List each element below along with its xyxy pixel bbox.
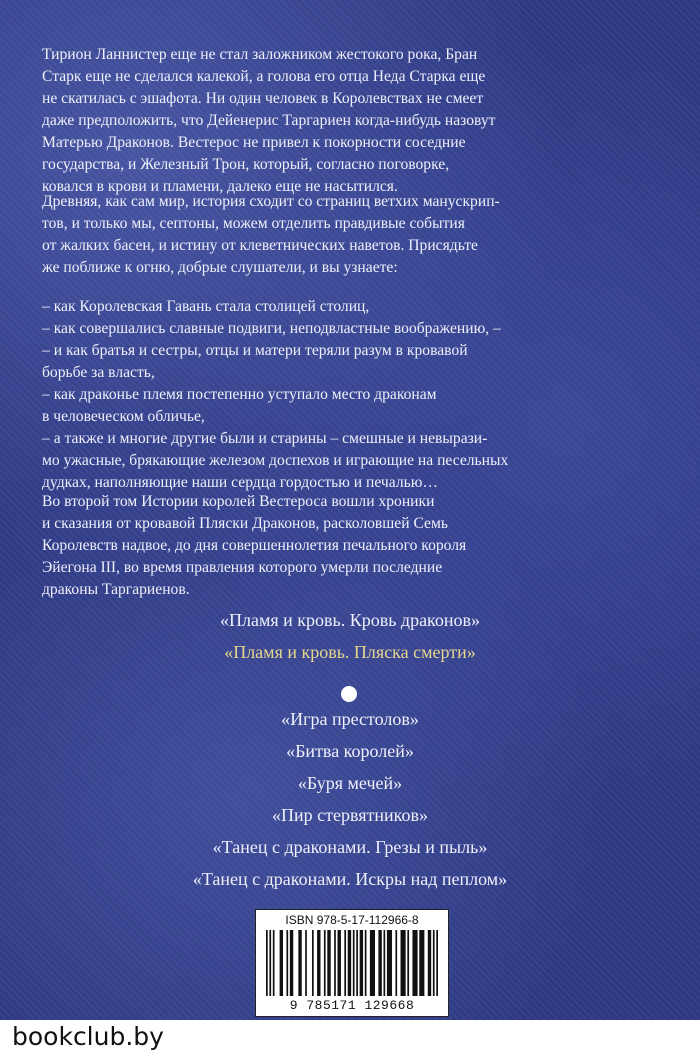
book-title: «Танец с драконами. Грезы и пыль» <box>212 837 488 857</box>
barcode-bar <box>360 930 363 996</box>
isbn-barcode <box>255 909 449 1017</box>
barcode-bar <box>269 930 271 996</box>
barcode-bar <box>433 930 435 996</box>
book-title: «Пир стервятников» <box>272 805 428 825</box>
barcode-bar <box>280 930 283 996</box>
isbn-label: ISBN 978-5-17-112966-8 <box>285 913 419 927</box>
text-line: не скатилась с эшафота. Ни один человек в Королевствах не смеет <box>42 90 484 107</box>
list-line: – как Королевская Гавань стала столицей столиц, <box>42 298 370 315</box>
barcode-digits: 9 785171 129668 <box>289 998 415 1013</box>
barcode-bar <box>273 930 275 996</box>
barcode-bar <box>298 930 301 996</box>
annotation-paragraph-2 <box>42 191 654 279</box>
text-line: Древняя, как сам мир, история сходит со страниц ветхих манускрип- <box>42 193 500 210</box>
barcode-bar <box>401 930 406 996</box>
text-line: Тирион Ланнистер еще не стал заложником жестокого рока, Бран <box>42 46 478 63</box>
barcode-bar <box>407 930 409 996</box>
annotation-list <box>42 296 654 494</box>
text-line: ковался в крови и пламени, далеко еще не насытился. <box>42 178 398 195</box>
text-line: Старк еще не сделался калекой, а голова его отца Неда Старка еще <box>42 68 486 85</box>
text-line: государства, и Железный Трон, который, согласно поговорке, <box>42 156 450 173</box>
barcode-bar <box>412 930 417 996</box>
book-title-current: «Пламя и кровь. Пляска смерти» <box>224 642 476 662</box>
barcode-bar <box>370 930 375 996</box>
barcode-bar <box>365 930 367 996</box>
barcode-bar <box>384 930 386 996</box>
text-line: от жалких басен, и истину от клеветнических наветов. Присядьте <box>42 237 478 254</box>
list-line: – как драконье племя постепенно уступало место драконам <box>42 386 437 403</box>
book-title: «Танец с драконами. Искры над пеплом» <box>192 869 508 889</box>
book-title: «Пламя и кровь. Кровь драконов» <box>219 610 481 630</box>
barcode-bars <box>266 930 438 996</box>
text-line: Во второй том Истории королей Вестероса вошли хроники <box>42 493 435 510</box>
text-line: же поближе к огню, добрые слушатели, и вы узнаете: <box>42 259 398 276</box>
text-line: Эйегона III, во время правления которого умерли последние <box>42 559 443 576</box>
barcode-bar <box>348 930 351 996</box>
fire-and-blood-titles <box>0 604 700 668</box>
barcode-bar <box>356 930 358 996</box>
barcode-bar <box>419 930 424 996</box>
barcode-bar <box>338 930 341 996</box>
text-line: тов, и только мы, септоны, можем отделить правдивые события <box>42 215 465 232</box>
list-line: мо ужасные, брякающие железом доспехов и играющие на песельных <box>42 452 509 469</box>
barcode-bar <box>378 930 381 996</box>
book-title: «Игра престолов» <box>281 709 419 729</box>
list-line: – как совершались славные подвиги, неподвластные воображению, – <box>42 320 501 337</box>
site-footer <box>0 1020 700 1057</box>
text-line: и сказания от кровавой Пляски Драконов, расколовшей Семь <box>42 515 448 532</box>
barcode-bar <box>428 930 431 996</box>
song-of-ice-and-fire-titles <box>0 703 700 895</box>
barcode-bar <box>334 930 336 996</box>
barcode-bar <box>290 930 293 996</box>
barcode-bar <box>344 930 346 996</box>
list-line: дудках, наполняющие наши сердца гордостью и печалью… <box>42 474 438 491</box>
barcode-bar <box>353 930 355 996</box>
barcode-bar <box>286 930 288 996</box>
bullet-divider-icon <box>341 686 357 702</box>
barcode-bar <box>324 930 326 996</box>
barcode-bar <box>327 930 330 996</box>
list-line: – а также и многие другие были и старины – смешные и невырази- <box>42 430 488 447</box>
text-line: Матерью Драконов. Вестерос не привел к покорности соседние <box>42 134 466 151</box>
text-line: драконы Таргариенов. <box>42 581 190 598</box>
book-title: «Буря мечей» <box>297 773 403 793</box>
text-line: Королевств надвое, до дня совершеннолетия печального короля <box>42 537 467 554</box>
barcode-bar <box>305 930 307 996</box>
list-line: в человеческом обличье, <box>42 408 205 425</box>
book-title: «Битва королей» <box>286 741 414 761</box>
list-line: борьбе за власть, <box>42 364 155 381</box>
list-line: – и как братья и сестры, отцы и матери теряли разум в кровавой <box>42 342 468 359</box>
barcode-bar <box>395 930 397 996</box>
annotation-paragraph-1 <box>42 44 654 198</box>
barcode-bar <box>317 930 320 996</box>
text-line: даже предположить, что Дейенерис Таргариен когда-нибудь назовут <box>42 112 496 129</box>
barcode-bar <box>312 930 314 996</box>
annotation-paragraph-4 <box>42 491 654 601</box>
site-watermark: bookclub.by <box>12 1022 164 1051</box>
barcode-bar <box>266 930 268 996</box>
barcode-bar <box>436 930 438 996</box>
barcode-bar <box>387 930 392 996</box>
